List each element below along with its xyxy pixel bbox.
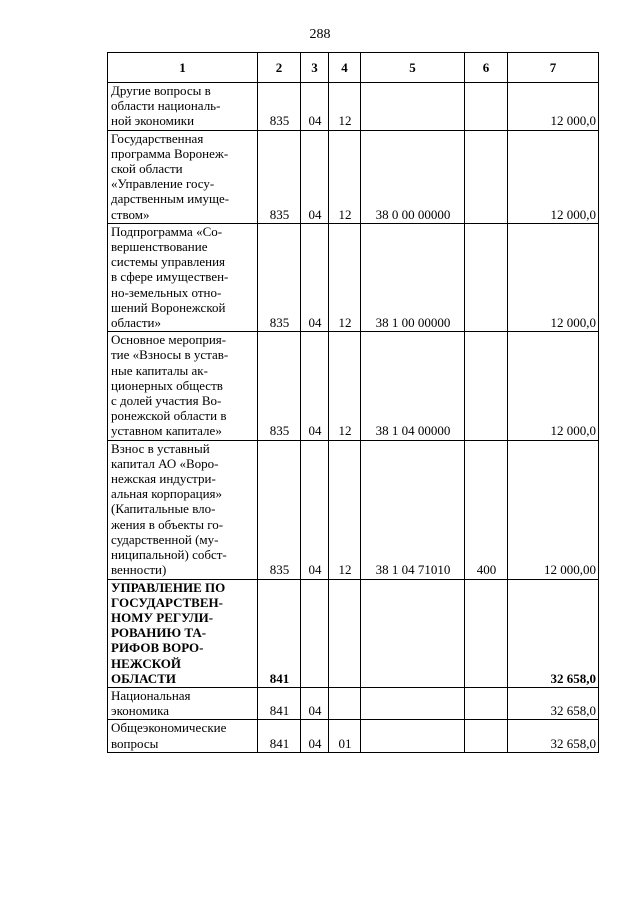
expense-type-cell xyxy=(465,130,508,223)
row-name-cell xyxy=(108,332,258,440)
section-code-cell: 04 xyxy=(301,83,329,131)
row-name-line: Подпрограмма «Со- xyxy=(111,223,223,239)
row-name-line: экономика xyxy=(111,703,170,719)
row-name-cell xyxy=(108,83,258,131)
row-name-line: Основное мероприя- xyxy=(111,332,227,348)
expense-type-cell xyxy=(465,687,508,719)
amount-cell: 12 000,0 xyxy=(508,83,599,131)
table-row xyxy=(108,130,599,223)
amount-cell: 12 000,00 xyxy=(508,440,599,579)
row-name-line: ные капиталы ак- xyxy=(111,362,208,378)
expense-type-cell: 400 xyxy=(465,440,508,579)
target-article-cell xyxy=(361,83,465,131)
subsection-code-cell: 01 xyxy=(329,720,361,752)
header-col-5: 5 xyxy=(361,53,465,83)
row-name-line: нежская индустри- xyxy=(111,471,216,487)
section-code-cell xyxy=(301,579,329,687)
table-header-row xyxy=(108,53,599,83)
ministry-code-cell: 841 xyxy=(258,579,301,687)
target-article-cell: 38 1 04 71010 xyxy=(361,440,465,579)
row-name-line: системы управления xyxy=(111,254,226,270)
row-name-line: ниципальной) собст- xyxy=(111,547,227,563)
row-name-line: жения в объекты го- xyxy=(111,516,224,532)
target-article-cell xyxy=(361,720,465,752)
row-name-line: в сфере имуществен- xyxy=(111,269,229,285)
row-name-line: УПРАВЛЕНИЕ ПО xyxy=(111,579,226,595)
row-name-line: ОБЛАСТИ xyxy=(111,670,176,686)
header-col-2: 2 xyxy=(258,53,301,83)
ministry-code-cell: 835 xyxy=(258,83,301,131)
row-name-line: с долей участия Во- xyxy=(111,393,222,409)
row-name-cell xyxy=(108,579,258,687)
section-code-cell: 04 xyxy=(301,332,329,440)
table-body xyxy=(108,83,599,753)
table-row xyxy=(108,440,599,579)
expense-type-cell xyxy=(465,720,508,752)
target-article-cell xyxy=(361,687,465,719)
amount-cell: 12 000,0 xyxy=(508,130,599,223)
table-row xyxy=(108,332,599,440)
row-name-cell xyxy=(108,440,258,579)
target-article-cell: 38 1 04 00000 xyxy=(361,332,465,440)
row-name-line: РИФОВ ВОРО- xyxy=(111,640,204,656)
expense-type-cell xyxy=(465,579,508,687)
row-name-cell xyxy=(108,223,258,331)
row-name-cell xyxy=(108,720,258,752)
table-row xyxy=(108,720,599,752)
row-name-line: РОВАНИЮ ТА- xyxy=(111,625,207,641)
row-name-line: вершенствование xyxy=(111,239,208,255)
expense-type-cell xyxy=(465,223,508,331)
table-row xyxy=(108,687,599,719)
row-name-line: ской области xyxy=(111,161,183,177)
subsection-code-cell: 12 xyxy=(329,223,361,331)
target-article-cell xyxy=(361,579,465,687)
header-col-4: 4 xyxy=(329,53,361,83)
amount-cell: 32 658,0 xyxy=(508,720,599,752)
target-article-cell: 38 0 00 00000 xyxy=(361,130,465,223)
subsection-code-cell: 12 xyxy=(329,130,361,223)
row-name-cell xyxy=(108,130,258,223)
amount-cell: 32 658,0 xyxy=(508,687,599,719)
header-col-7: 7 xyxy=(508,53,599,83)
row-name-line: венности) xyxy=(111,562,167,578)
table-row xyxy=(108,223,599,331)
row-name-line: капитал АО «Воро- xyxy=(111,455,219,471)
section-code-cell: 04 xyxy=(301,130,329,223)
row-name-line: сударственной (му- xyxy=(111,531,219,547)
row-name-line: Общеэкономические xyxy=(111,720,227,736)
row-name-line: вопросы xyxy=(111,735,159,751)
amount-cell: 32 658,0 xyxy=(508,579,599,687)
row-name-line: альная корпорация» xyxy=(111,486,223,502)
row-name-line: программа Воронеж- xyxy=(111,145,229,161)
header-col-1: 1 xyxy=(108,53,258,83)
ministry-code-cell: 841 xyxy=(258,720,301,752)
header-col-6: 6 xyxy=(465,53,508,83)
row-name-line: ГОСУДАРСТВЕН- xyxy=(111,594,223,610)
ministry-code-cell: 835 xyxy=(258,223,301,331)
ministry-code-cell: 841 xyxy=(258,687,301,719)
amount-cell: 12 000,0 xyxy=(508,223,599,331)
ministry-code-cell: 835 xyxy=(258,130,301,223)
subsection-code-cell: 12 xyxy=(329,440,361,579)
section-code-cell: 04 xyxy=(301,720,329,752)
expense-type-cell xyxy=(465,332,508,440)
target-article-cell: 38 1 00 00000 xyxy=(361,223,465,331)
row-name-line: ронежской области в xyxy=(111,408,227,424)
expense-type-cell xyxy=(465,83,508,131)
page-number: 288 xyxy=(309,27,331,42)
row-name-line: ством» xyxy=(111,206,150,222)
budget-table xyxy=(107,52,599,753)
row-name-line: НЕЖСКОЙ xyxy=(111,655,182,671)
row-name-cell xyxy=(108,687,258,719)
row-name-line: Национальная xyxy=(111,687,191,703)
row-name-line: НОМУ РЕГУЛИ- xyxy=(111,609,214,625)
row-name-line: Государственная xyxy=(111,130,204,146)
subsection-code-cell: 12 xyxy=(329,332,361,440)
row-name-line: Другие вопросы в xyxy=(111,83,211,98)
row-name-line: уставном капитале» xyxy=(111,423,222,439)
row-name-line: области» xyxy=(111,315,161,331)
row-name-line: ной экономики xyxy=(111,113,195,129)
table-row xyxy=(108,579,599,687)
header-col-3: 3 xyxy=(301,53,329,83)
section-code-cell: 04 xyxy=(301,440,329,579)
row-name-line: ционерных обществ xyxy=(111,377,223,393)
subsection-code-cell xyxy=(329,579,361,687)
ministry-code-cell: 835 xyxy=(258,332,301,440)
subsection-code-cell xyxy=(329,687,361,719)
section-code-cell: 04 xyxy=(301,687,329,719)
subsection-code-cell: 12 xyxy=(329,83,361,131)
row-name-line: шений Воронежской xyxy=(111,299,226,315)
ministry-code-cell: 835 xyxy=(258,440,301,579)
row-name-line: области националь- xyxy=(111,98,221,114)
row-name-line: Взнос в уставный xyxy=(111,440,210,456)
table-row xyxy=(108,83,599,131)
row-name-line: тие «Взносы в устав- xyxy=(111,347,229,363)
row-name-line: (Капитальные вло- xyxy=(111,501,216,517)
row-name-line: «Управление госу- xyxy=(111,176,215,192)
row-name-line: но-земельных отно- xyxy=(111,284,222,300)
row-name-line: дарственным имуще- xyxy=(111,191,230,207)
section-code-cell: 04 xyxy=(301,223,329,331)
amount-cell: 12 000,0 xyxy=(508,332,599,440)
